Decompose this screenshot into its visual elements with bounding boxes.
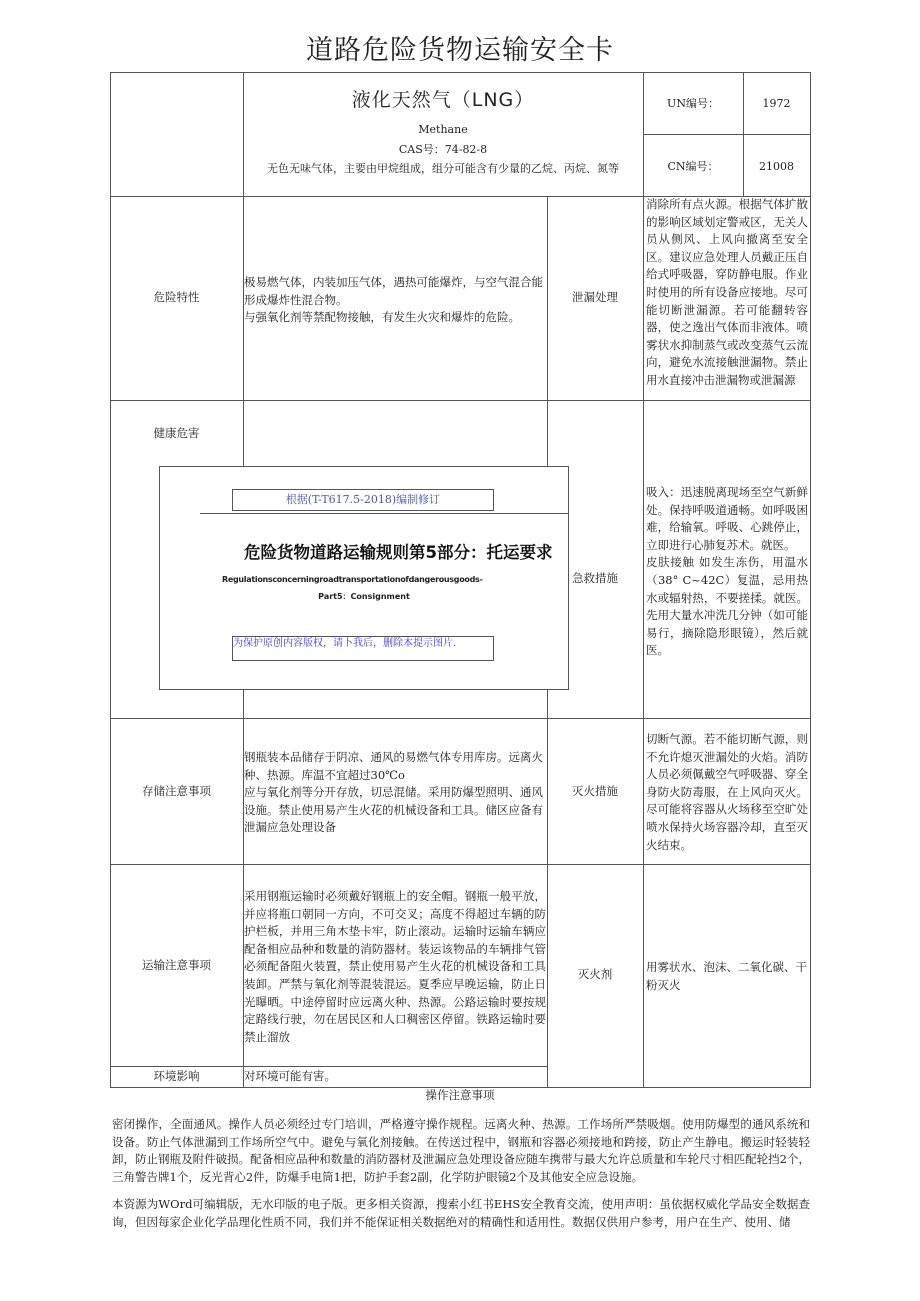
environment-label: 环境影响 [153,1069,200,1083]
overlay-english-line2: Part5：Consignment [318,592,410,601]
leak-label: 泄漏处理 [572,290,618,304]
footer-disclaimer: 本资源为WOrd可编辑版，无水印版的电子版。更多相关资源，搜索小红书EHS安全教育交流，使用声明：虽依据权威化学品安全数据查询，但因每家企业化学品理化性质不同，我们并不能保证相关数据绝对的精确性和适用性。数据仅供用户参考，用户在生产、使用、储 [112,1197,810,1229]
product-description: 无色无味气体，主要由甲烷组成，组分可能含有少量的乙烷、丙烷、氮等 [267,162,619,175]
fire-measures-text: 切断气源。若不能切断气源，则不允许熄灭泄漏处的火焰。消防人员必须佩戴空气呼吸器、穿全身防火防毒服，在上风向灭火。尽可能将容器从火场移至空旷处喷水保持火场容器冷却，直至灭火结束。 [646,732,808,852]
cn-value: 21008 [759,160,794,173]
health-label: 健康危害 [153,426,200,440]
overlay-divider [200,513,568,514]
un-value: 1972 [762,97,791,110]
hazard-text: 极易燃气体，内装加压气体，遇热可能爆炸，与空气混合能形成爆炸性混合物。 与强氧化剂等禁配物接触，有发生火灾和爆炸的危险。 [244,275,543,325]
product-name: 液化天然气（LNG） [351,89,535,111]
cas-number: CAS号：74-82-8 [398,143,488,156]
environment-text: 对环境可能有害。 [244,1069,336,1083]
page-title: 道路危险货物运输安全卡 [306,35,614,66]
firstaid-label: 急救措施 [572,571,618,585]
leak-text: 消除所有点火源。根据气体扩散的影响区域划定警戒区，无关人员从侧风、上风向撤离至安全区。建议应急处理人员戴正压自给式呼吸器，穿防静电服。作业时使用的所有设备应接地。尽可能切断泄漏源。若可能翻转容器，使之逸出气体而非液体。喷雾状水抑制蒸气或改变蒸气云流向，避免水流接触泄漏物。禁止用水直接冲击泄漏物或泄漏源 [646,197,808,387]
english-name: Methane [418,123,468,136]
operation-text: 密闭操作，全面通风。操作人员必须经过专门培训，严格遵守操作规程。远离火种、热源。工作场所严禁吸烟。使用防爆型的通风系统和设备。防止气体泄漏到工作场所空气中。避免与氧化剂接触。在传送过程中，钢瓶和容器必须接地和跨接，防止产生静电。搬运时轻装轻卸，防止钢瓶及附件破损。配备相应品种和数量的消防器材及泄漏应急处理设备应随车携带与最大允许总质量和车轮尺寸相匹配轮挡2个，三角警告牌1个，反光背心2件，防爆手电筒1把，防护手套2副，化学防护眼镜2个及其他安全应急设施。 [112,1117,810,1184]
fire-measures-label: 灭火措施 [572,784,618,798]
operation-heading: 操作注意事项 [425,1088,495,1102]
firstaid-text: 吸入：迅速脱离现场至空气新鲜处。保持呼吸道通畅。如呼吸困难，给输氧。呼吸、心跳停止，立即进行心肺复苏术。就医。 皮肤接触 如发生冻伤，用温水（38° C~42C）复温，忌用热水或辐射热，不要搓揉。就医。先用大量水冲洗几分钟（如可能易行，摘除隐形眼镜），然后就医。 [646,485,808,658]
revision-box: 根据(T-T617.5-2018)编制修订 [232,489,494,511]
extinguisher-text: 用雾状水、泡沫、二氧化碳、干粉灭火 [646,960,807,992]
storage-text: 钢瓶装本品储存于阴凉、通风的易燃气体专用库房。远离火种、热源。库温不宜超过30℃o 应与氧化剂等分开存放，切忌混储。采用防爆型照明、通风设施。禁止使用易产生火花的机械设备和工具。储区应备有泄漏应急处理设备 [244,750,543,835]
storage-label: 存储注意事项 [142,784,211,798]
overlay-english-line1: Regulationsconcerningroadtransportationofdangerousgoods- [222,575,483,584]
hazard-label: 危险特性 [153,290,200,304]
transport-text: 采用钢瓶运输时必须戴好钢瓶上的安全帽。钢瓶一般平放，并应将瓶口朝同一方向，不可交叉；高度不得超过车辆的防护栏板，并用三角木垫卡牢，防止滚动。运输时运输车辆应配备相应品种和数量的消防器材。装运该物品的车辆排气管必须配备阻火装置，禁止使用易产生火花的机械设备和工具装卸。严禁与氧化剂等混装混运。夏季应早晚运输，防止日光曝晒。中途停留时应远离火种、热源。公路运输时要按规定路线行驶，勿在居民区和人口稠密区停留。铁路运输时要禁止溜放 [244,889,546,1044]
standard-overlay-image [159,466,569,690]
overlay-heading: 危险货物道路运输规则第5部分：托运要求 [244,543,553,562]
extinguisher-label: 灭火剂 [577,967,613,981]
un-label: UN编号： [667,97,719,110]
transport-label: 运输注意事项 [142,958,211,972]
cn-label: CN编号： [667,160,719,173]
copyright-notice: 为保护原创内容版权，请卜我后，删除本提示图片. [232,636,494,661]
